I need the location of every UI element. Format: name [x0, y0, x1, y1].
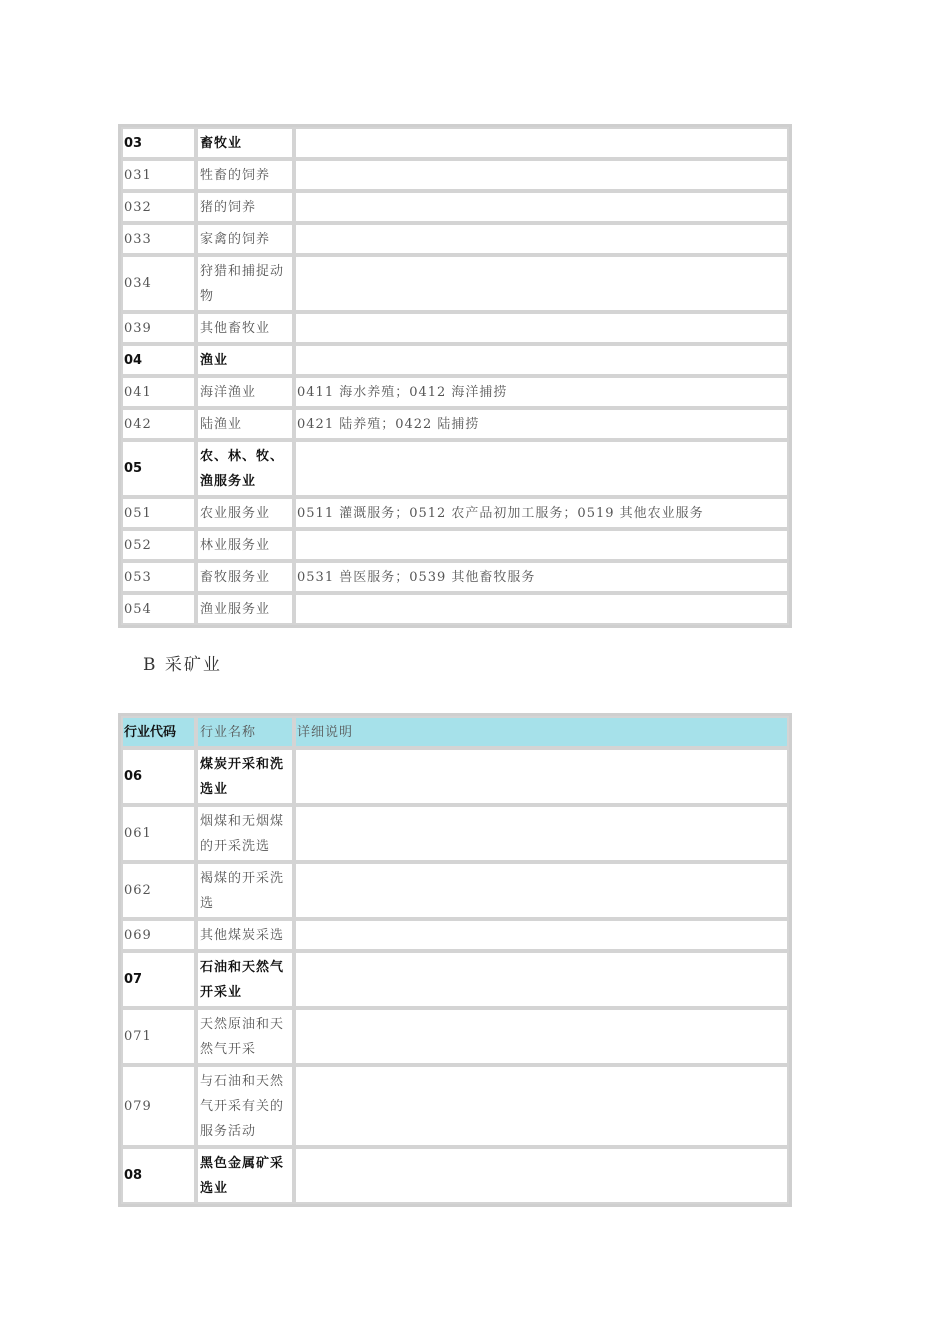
table-row [121, 255, 789, 312]
industry-description [294, 191, 789, 223]
industry-description [294, 593, 789, 625]
industry-description [294, 862, 789, 919]
table-body [121, 127, 789, 625]
industry-name: 畜牧业 [196, 127, 294, 159]
header-name: 行业名称 [196, 716, 294, 748]
industry-name: 烟煤和无烟煤的开采洗选 [196, 805, 294, 862]
industry-code: 069 [121, 919, 196, 951]
industry-name: 海洋渔业 [196, 376, 294, 408]
industry-code: 034 [121, 255, 196, 312]
industry-code: 03 [121, 127, 196, 159]
industry-description [294, 223, 789, 255]
table-row [121, 862, 789, 919]
industry-description [294, 805, 789, 862]
industry-name: 其他畜牧业 [196, 312, 294, 344]
industry-name: 陆渔业 [196, 408, 294, 440]
industry-description: 0531 兽医服务；0539 其他畜牧服务 [294, 561, 789, 593]
industry-name: 渔业服务业 [196, 593, 294, 625]
industry-description [294, 1008, 789, 1065]
industry-code: 07 [121, 951, 196, 1008]
industry-name: 猪的饲养 [196, 191, 294, 223]
table-row [121, 748, 789, 805]
industry-name: 渔业 [196, 344, 294, 376]
table-row [121, 159, 789, 191]
section-title-mining: B 采矿业 [143, 655, 222, 675]
industry-name: 褐煤的开采洗选 [196, 862, 294, 919]
table-row [121, 312, 789, 344]
industry-code: 051 [121, 497, 196, 529]
table-row [121, 1065, 789, 1147]
industry-description [294, 1065, 789, 1147]
industry-name: 石油和天然气开采业 [196, 951, 294, 1008]
table-row [121, 497, 789, 529]
industry-description [294, 255, 789, 312]
industry-code: 08 [121, 1147, 196, 1204]
table-body [121, 716, 789, 1204]
table-header-row [121, 716, 789, 748]
industry-code: 062 [121, 862, 196, 919]
industry-code: 042 [121, 408, 196, 440]
industry-code: 052 [121, 529, 196, 561]
industry-description [294, 159, 789, 191]
industry-code: 05 [121, 440, 196, 497]
table-row [121, 344, 789, 376]
industry-code: 039 [121, 312, 196, 344]
industry-code: 031 [121, 159, 196, 191]
industry-code: 061 [121, 805, 196, 862]
table-row [121, 561, 789, 593]
industry-description [294, 1147, 789, 1204]
table-row [121, 191, 789, 223]
industry-name: 狩猎和捕捉动物 [196, 255, 294, 312]
table-row [121, 805, 789, 862]
table-row [121, 951, 789, 1008]
industry-description: 0411 海水养殖；0412 海洋捕捞 [294, 376, 789, 408]
industry-name: 畜牧服务业 [196, 561, 294, 593]
industry-name: 其他煤炭采选 [196, 919, 294, 951]
industry-name: 农业服务业 [196, 497, 294, 529]
table-row [121, 919, 789, 951]
industry-code: 04 [121, 344, 196, 376]
table-row [121, 127, 789, 159]
industry-name: 林业服务业 [196, 529, 294, 561]
header-code: 行业代码 [121, 716, 196, 748]
industry-code: 041 [121, 376, 196, 408]
industry-description: 0511 灌溉服务；0512 农产品初加工服务；0519 其他农业服务 [294, 497, 789, 529]
industry-code: 054 [121, 593, 196, 625]
table-row [121, 408, 789, 440]
industry-table-agriculture [118, 124, 792, 628]
table-row [121, 529, 789, 561]
industry-code: 071 [121, 1008, 196, 1065]
industry-code: 033 [121, 223, 196, 255]
header-desc: 详细说明 [294, 716, 789, 748]
industry-code: 06 [121, 748, 196, 805]
industry-code: 053 [121, 561, 196, 593]
industry-description [294, 919, 789, 951]
industry-description [294, 529, 789, 561]
industry-description [294, 344, 789, 376]
table-row [121, 1008, 789, 1065]
industry-name: 天然原油和天然气开采 [196, 1008, 294, 1065]
table-row [121, 376, 789, 408]
industry-name: 家禽的饲养 [196, 223, 294, 255]
table-row [121, 1147, 789, 1204]
industry-name: 煤炭开采和洗选业 [196, 748, 294, 805]
industry-code: 079 [121, 1065, 196, 1147]
industry-name: 农、林、牧、渔服务业 [196, 440, 294, 497]
table-row [121, 223, 789, 255]
industry-description [294, 127, 789, 159]
industry-name: 牲畜的饲养 [196, 159, 294, 191]
industry-table-mining [118, 713, 792, 1207]
table-row [121, 593, 789, 625]
table-row [121, 440, 789, 497]
industry-description [294, 312, 789, 344]
industry-description: 0421 陆养殖；0422 陆捕捞 [294, 408, 789, 440]
industry-name: 与石油和天然气开采有关的服务活动 [196, 1065, 294, 1147]
industry-name: 黑色金属矿采选业 [196, 1147, 294, 1204]
industry-description [294, 951, 789, 1008]
industry-description [294, 440, 789, 497]
industry-description [294, 748, 789, 805]
industry-code: 032 [121, 191, 196, 223]
